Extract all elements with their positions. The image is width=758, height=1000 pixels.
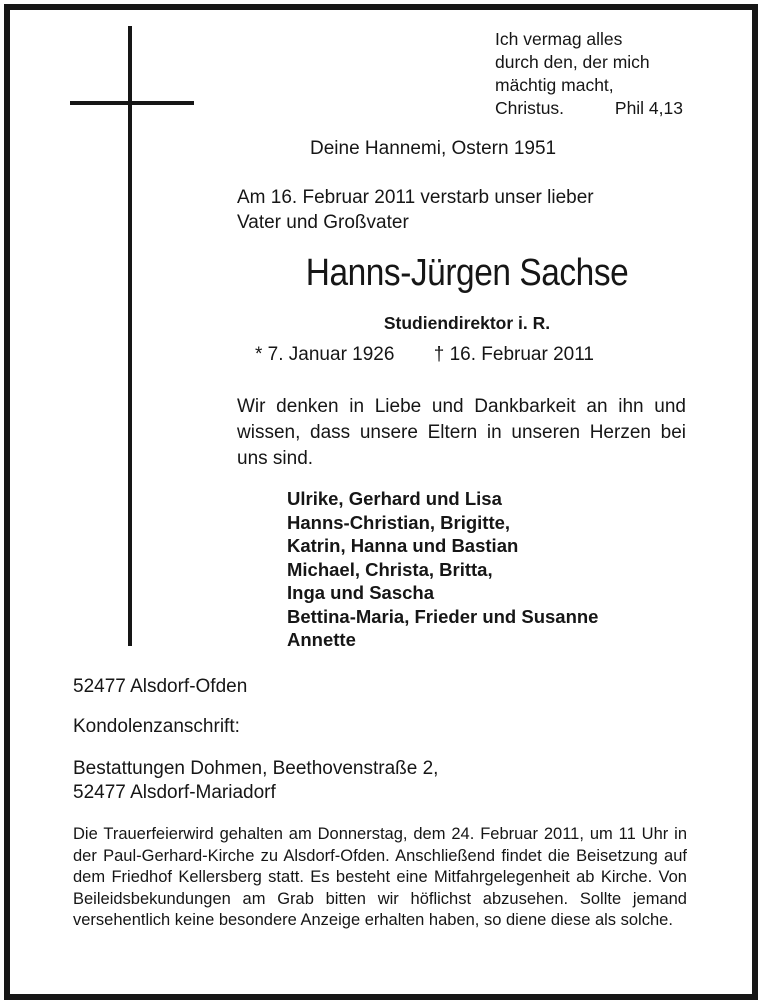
life-dates: [255, 344, 594, 366]
cross-icon-vertical: [128, 26, 132, 646]
verse-author: Christus.: [495, 98, 565, 118]
mourner-line: Annette: [287, 629, 356, 650]
verse-line: Ich vermag alles: [495, 29, 623, 49]
death-announcement: [237, 185, 697, 235]
mourner-line: Inga und Sascha: [287, 582, 435, 603]
address-line: Bestattungen Dohmen, Beethovenstraße 2,: [73, 758, 439, 779]
death-date: † 16. Februar 2011: [433, 344, 594, 365]
verse-line: mächtig macht,: [495, 75, 614, 95]
cross-icon-horizontal: [70, 101, 194, 105]
announcement-line: Am 16. Februar 2011 verstarb unser lieber: [237, 187, 594, 208]
announcement-line: Vater und Großvater: [237, 212, 409, 233]
deceased-title: Studiendirektor i. R.: [383, 313, 551, 333]
mourner-line: Ulrike, Gerhard und Lisa: [287, 488, 502, 509]
verse-reference: Phil 4,13: [614, 98, 683, 118]
deceased-name: Hanns-Jürgen Sachse: [305, 252, 629, 294]
dedication: Deine Hannemi, Ostern 1951: [310, 138, 557, 159]
mourner-line: Michael, Christa, Britta,: [287, 558, 493, 580]
funeral-notice: Die Trauerfeierwird gehalten am Donnerstag, dem 24. Februar 2011, um 11 Uhr in der Paul-Gerhard-Kirche zu Alsdorf-Ofden. Anschließend findet die Beisetzung auf dem Friedhof Kellersberg statt. Es besteht eine Mitfahrgelegenheit ab Kirche. Von Beileidsbekundungen am Grab bitten wir höflichst abzusehen. Sollte jemand versehentlich keine besondere Anzeige erhalten haben, so diene diese als solche.: [73, 825, 687, 929]
bible-verse: [495, 28, 705, 120]
address-line: 52477 Alsdorf-Mariadorf: [73, 782, 276, 803]
condolence-label: Kondolenzanschrift:: [73, 716, 240, 737]
mourners-list: [287, 487, 598, 652]
memorial-text: Wir denken in Liebe und Dankbarkeit an ihn und wissen, dass unsere Eltern in unseren Herzen bei uns sind.: [237, 396, 686, 469]
verse-line: durch den, der mich: [495, 52, 650, 72]
mourner-line: Katrin, Hanna und Bastian: [287, 535, 519, 556]
mourner-line: Hanns-Christian, Brigitte,: [287, 511, 511, 533]
condolence-address: [73, 757, 438, 805]
birth-date: * 7. Januar 1926: [255, 344, 395, 365]
place: 52477 Alsdorf-Ofden: [73, 676, 248, 697]
verse-attribution: [495, 97, 683, 120]
mourner-line: Bettina-Maria, Frieder und Susanne: [287, 605, 599, 627]
